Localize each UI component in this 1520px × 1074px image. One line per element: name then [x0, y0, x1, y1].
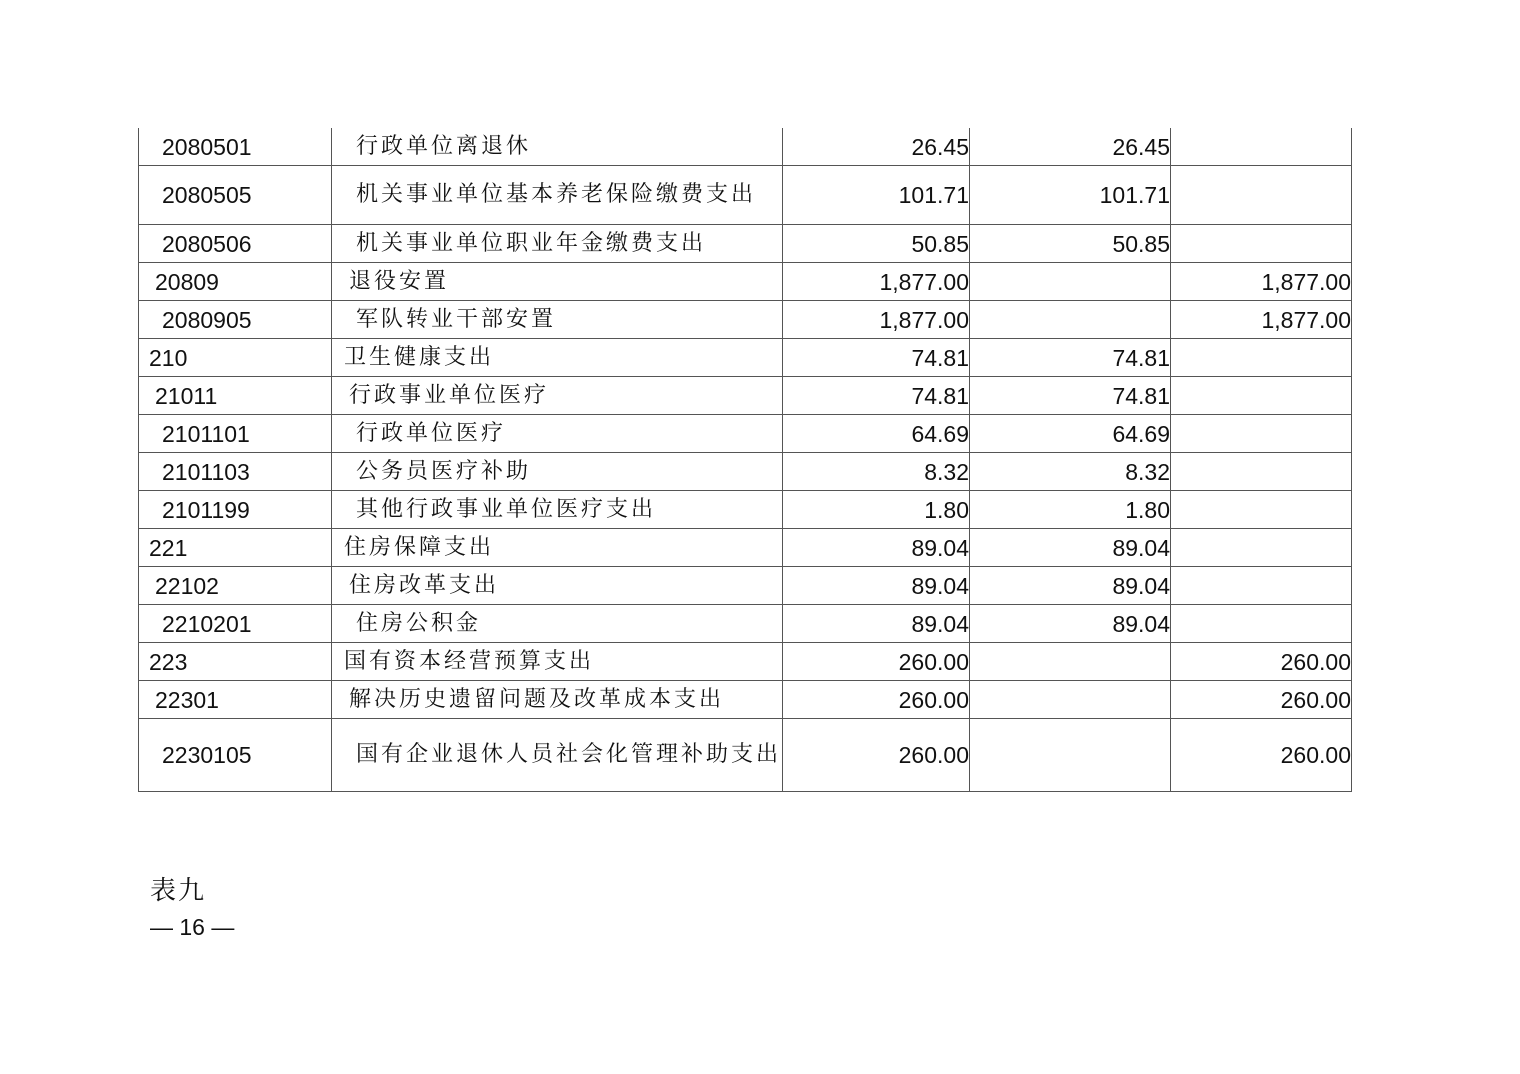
subject-code-cell: 22301: [139, 681, 332, 719]
subject-code-cell: 2101103: [139, 453, 332, 491]
total-amount-cell: 89.04: [783, 567, 970, 605]
table-row: [139, 491, 1352, 529]
subject-code-cell: 2080905: [139, 301, 332, 339]
project-expenditure-cell: 260.00: [1171, 681, 1352, 719]
project-expenditure-cell: 260.00: [1171, 643, 1352, 681]
total-amount-cell: 89.04: [783, 529, 970, 567]
basic-expenditure-cell: 64.69: [970, 415, 1171, 453]
project-expenditure-cell: [1171, 166, 1352, 225]
total-amount-cell: 1,877.00: [783, 263, 970, 301]
subject-code-cell: 210: [139, 339, 332, 377]
page-number: — 16 —: [150, 914, 235, 940]
table-row: [139, 128, 1352, 166]
subject-name-cell: 行政单位医疗: [332, 415, 783, 453]
project-expenditure-cell: 260.00: [1171, 719, 1352, 792]
table-row: [139, 415, 1352, 453]
basic-expenditure-cell: 89.04: [970, 605, 1171, 643]
table-row: [139, 263, 1352, 301]
basic-expenditure-cell: 26.45: [970, 128, 1171, 166]
subject-name-cell: 公务员医疗补助: [332, 453, 783, 491]
project-expenditure-cell: [1171, 128, 1352, 166]
total-amount-cell: 8.32: [783, 453, 970, 491]
subject-name-cell: 国有资本经营预算支出: [332, 643, 783, 681]
subject-code-cell: 22102: [139, 567, 332, 605]
project-expenditure-cell: [1171, 377, 1352, 415]
basic-expenditure-cell: 74.81: [970, 339, 1171, 377]
basic-expenditure-cell: 8.32: [970, 453, 1171, 491]
basic-expenditure-cell: [970, 301, 1171, 339]
project-expenditure-cell: [1171, 453, 1352, 491]
basic-expenditure-cell: 1.80: [970, 491, 1171, 529]
project-expenditure-cell: [1171, 415, 1352, 453]
subject-name-cell: 军队转业干部安置: [332, 301, 783, 339]
table-row: [139, 681, 1352, 719]
subject-name-cell: 解决历史遗留问题及改革成本支出: [332, 681, 783, 719]
subject-name-cell: 其他行政事业单位医疗支出: [332, 491, 783, 529]
table-row: [139, 605, 1352, 643]
basic-expenditure-cell: 89.04: [970, 529, 1171, 567]
table-row: [139, 643, 1352, 681]
subject-code-cell: 2101199: [139, 491, 332, 529]
subject-name-cell: 住房改革支出: [332, 567, 783, 605]
subject-code-cell: 20809: [139, 263, 332, 301]
total-amount-cell: 1.80: [783, 491, 970, 529]
total-amount-cell: 89.04: [783, 605, 970, 643]
total-amount-cell: 64.69: [783, 415, 970, 453]
subject-name-cell: 行政单位离退休: [332, 128, 783, 166]
basic-expenditure-cell: 89.04: [970, 567, 1171, 605]
subject-code-cell: 2230105: [139, 719, 332, 792]
subject-name-cell: 机关事业单位基本养老保险缴费支出: [332, 166, 783, 225]
project-expenditure-cell: [1171, 567, 1352, 605]
total-amount-cell: 26.45: [783, 128, 970, 166]
subject-code-cell: 2101101: [139, 415, 332, 453]
total-amount-cell: 74.81: [783, 377, 970, 415]
subject-code-cell: 2080505: [139, 166, 332, 225]
total-amount-cell: 74.81: [783, 339, 970, 377]
project-expenditure-cell: [1171, 339, 1352, 377]
project-expenditure-cell: [1171, 225, 1352, 263]
total-amount-cell: 260.00: [783, 681, 970, 719]
budget-expenditure-table: [138, 128, 1352, 792]
project-expenditure-cell: [1171, 491, 1352, 529]
subject-name-cell: 行政事业单位医疗: [332, 377, 783, 415]
subject-code-cell: 2210201: [139, 605, 332, 643]
subject-name-cell: 住房保障支出: [332, 529, 783, 567]
basic-expenditure-cell: [970, 643, 1171, 681]
subject-name-cell: 卫生健康支出: [332, 339, 783, 377]
table-row: [139, 377, 1352, 415]
basic-expenditure-cell: [970, 681, 1171, 719]
subject-name-cell: 机关事业单位职业年金缴费支出: [332, 225, 783, 263]
basic-expenditure-cell: 101.71: [970, 166, 1171, 225]
total-amount-cell: 1,877.00: [783, 301, 970, 339]
subject-name-cell: 住房公积金: [332, 605, 783, 643]
table-row: [139, 719, 1352, 792]
basic-expenditure-cell: [970, 263, 1171, 301]
table-body: [139, 128, 1352, 792]
total-amount-cell: 260.00: [783, 643, 970, 681]
table-row: [139, 529, 1352, 567]
table-caption: 表九: [150, 876, 207, 906]
table-row: [139, 339, 1352, 377]
total-amount-cell: 260.00: [783, 719, 970, 792]
subject-code-cell: 2080501: [139, 128, 332, 166]
project-expenditure-cell: [1171, 529, 1352, 567]
subject-name-cell: 国有企业退休人员社会化管理补助支出: [332, 719, 783, 792]
subject-code-cell: 2080506: [139, 225, 332, 263]
total-amount-cell: 101.71: [783, 166, 970, 225]
project-expenditure-cell: 1,877.00: [1171, 263, 1352, 301]
subject-code-cell: 221: [139, 529, 332, 567]
table-row: [139, 453, 1352, 491]
basic-expenditure-cell: 74.81: [970, 377, 1171, 415]
table-row: [139, 567, 1352, 605]
total-amount-cell: 50.85: [783, 225, 970, 263]
table-row: [139, 225, 1352, 263]
basic-expenditure-cell: [970, 719, 1171, 792]
subject-name-cell: 退役安置: [332, 263, 783, 301]
subject-code-cell: 21011: [139, 377, 332, 415]
table-row: [139, 301, 1352, 339]
project-expenditure-cell: 1,877.00: [1171, 301, 1352, 339]
subject-code-cell: 223: [139, 643, 332, 681]
project-expenditure-cell: [1171, 605, 1352, 643]
table-row: [139, 166, 1352, 225]
basic-expenditure-cell: 50.85: [970, 225, 1171, 263]
